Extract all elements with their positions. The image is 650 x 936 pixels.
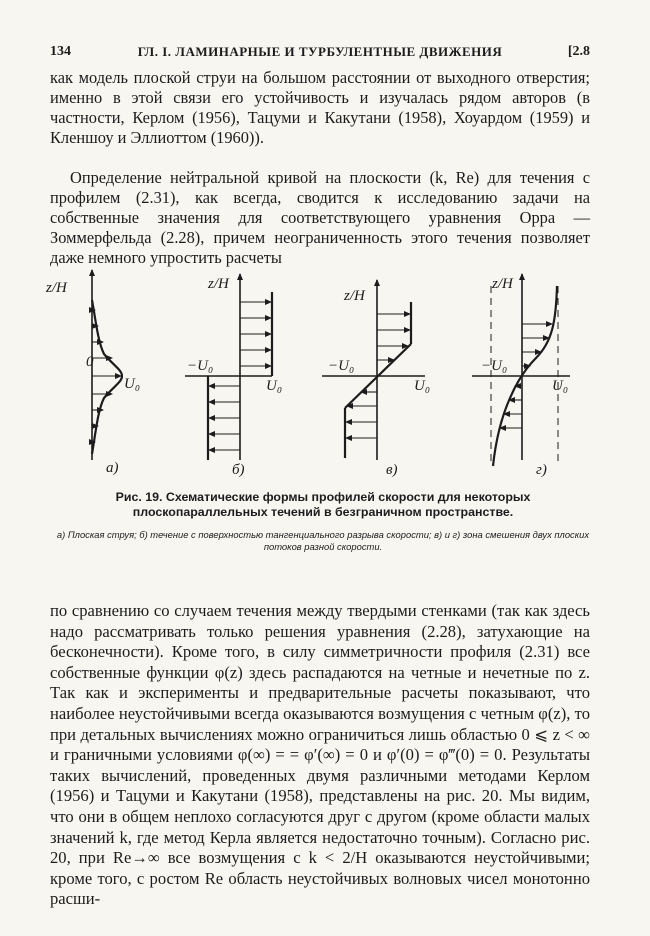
figure-legend: а) Плоская струя; б) течение с поверхностью тангенциального разрыва скорости; в) и г) зона смешения двух плоских потоков разной скорости.	[56, 529, 590, 552]
panel-label-a: а)	[106, 460, 119, 476]
minus-u0-label-b: −U₀	[187, 358, 214, 374]
page-number: 134	[50, 44, 71, 59]
paragraph-2: Определение нейтральной кривой на плоскости (k, Re) для течения с профилем (2.31), как всегда, сводится к исследованию задачи на собственные значения для соответствующего уравнения Орра — Зоммерфельда (2.28), причем неограниченность этого течения позволяет даже немного упростить расчеты	[50, 168, 590, 268]
panel-label-b: б)	[232, 462, 245, 478]
axis-label-b: z/H	[208, 276, 229, 292]
minus-u0-label-c: −U₀	[328, 358, 355, 374]
velocity-profile-a	[92, 300, 122, 454]
running-header	[50, 44, 590, 64]
axis-label-a: z/H	[46, 280, 67, 296]
figure-19	[40, 262, 600, 484]
running-title: ГЛ. I. ЛАМИНАРНЫЕ И ТУРБУЛЕНТНЫЕ ДВИЖЕНИЯ	[137, 44, 503, 59]
axis-label-c: z/H	[344, 288, 365, 304]
figure-caption: Рис. 19. Схематические формы профилей скорости для некоторых плоскопараллельных течений в безграничном пространстве.	[115, 490, 531, 519]
zero-label-a: 0	[86, 354, 94, 370]
u0-label-c: U₀	[414, 378, 431, 394]
panel-a-jet-profile	[92, 270, 122, 460]
minus-u0-label-d: −U₀	[481, 358, 508, 374]
paragraph-3: по сравнению со случаем течения между твердыми стенками (так как здесь надо рассматривать только решения уравнения (2.28), затухающие на бесконечности). Кроме того, в силу симметричности профиля (2.31) все собственные функции φ(z) здесь распадаются на четные и нечетные по z. Так как и эксперименты и предварительные расчеты показывают, что наиболее неустойчивыми всегда оказываются возмущения с четным φ(z), то при детальных вычислениях можно ограничиться лишь областью 0 ⩽ z < ∞ и граничными условиями φ(∞) = = φ′(∞) = 0 и φ′(0) = φ‴(0) = 0. Результаты таких вычислений, проведенных двумя различными методами Керлом (1956) и Тацуми и Какутани (1958), представлены на рис. 20. Мы видим, что они в общем неплохо согласуются друг с другом (кроме области малых значений k, где метод Керла является недостаточно точным). Согласно рис. 20, при Re→∞ все возмущения с k < 2/H оказываются неустойчивыми; кроме того, с ростом Re область неустойчивых волновых чисел монотонно расши-	[50, 601, 590, 909]
u0-label-b: U₀	[266, 378, 283, 394]
section-number: [2.8	[567, 44, 590, 59]
u0-label-d: U₀	[552, 378, 569, 394]
panel-label-c: в)	[386, 462, 398, 478]
axis-label-d: z/H	[492, 276, 513, 292]
paragraph-1: как модель плоской струи на большом расстоянии от выходного отверстия; именно в этой связи его устойчивость и изучалась рядом авторов (в частности, Керлом (1956), Тацуми и Какутани (1958), Хоуардом (1959) и Кленшоу и Эллиоттом (1960)).	[50, 68, 590, 148]
u0-label-a: U₀	[124, 376, 141, 392]
panel-label-d: г)	[536, 462, 547, 478]
